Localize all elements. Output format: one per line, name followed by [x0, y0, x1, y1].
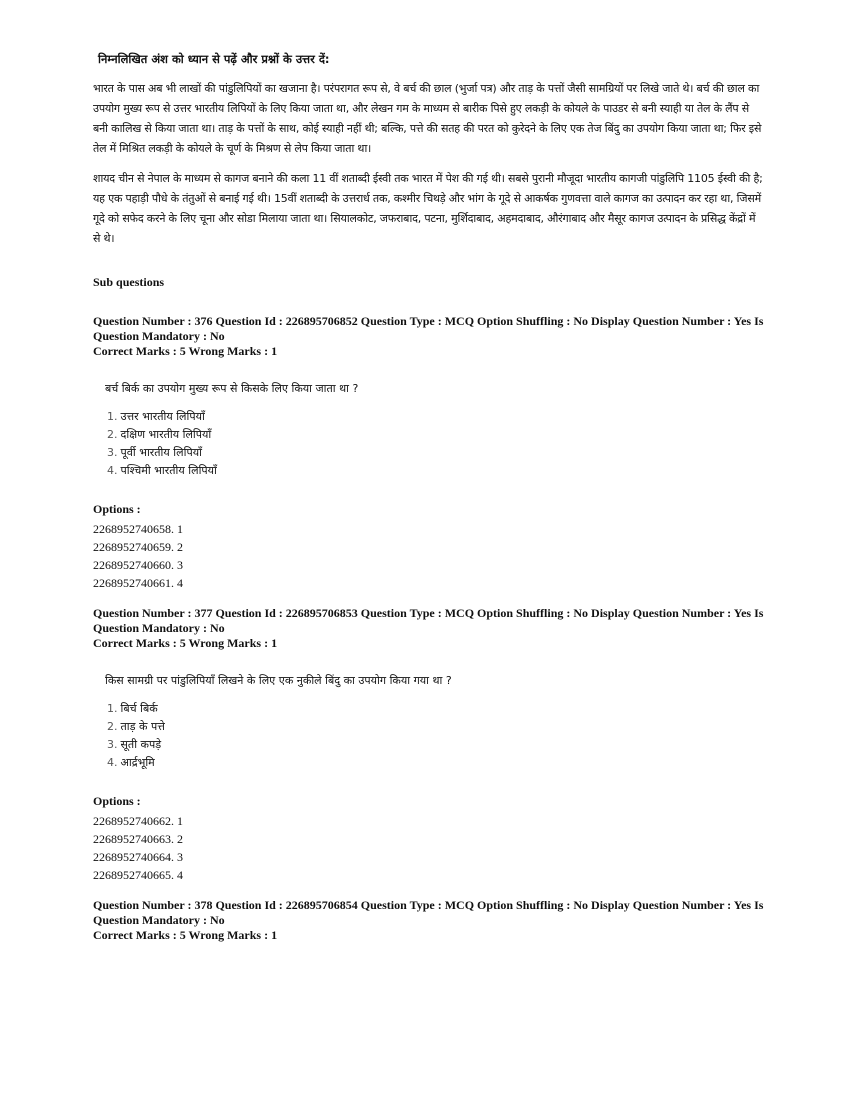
question-block: [93, 898, 765, 943]
answer-choices: [93, 408, 765, 480]
question-meta: Question Mandatory : No: [93, 329, 225, 343]
answer-choice: 4. आर्द्रभूमि: [107, 756, 155, 769]
passage-heading: निम्नलिखित अंश को ध्यान से पढ़ें और प्रश्नों के उत्तर दें:: [98, 52, 330, 66]
option-id: 2268952740665. 4: [93, 868, 183, 882]
answer-choice: 4. पश्चिमी भारतीय लिपियाँ: [107, 464, 217, 477]
options-list: [93, 520, 765, 592]
question-block: [93, 606, 765, 884]
options-label: Options :: [93, 502, 141, 516]
answer-choice: 3. सूती कपड़े: [107, 738, 162, 751]
question-marks: Correct Marks : 5 Wrong Marks : 1: [93, 928, 278, 942]
answer-choice: 1. बिर्च बिर्क: [107, 702, 158, 715]
option-id: 2268952740663. 2: [93, 832, 183, 846]
question-meta: Question Number : 378 Question Id : 226895706854 Question Type : MCQ Option Shuffling : No Display Question Number : Yes Is: [93, 898, 764, 912]
question-marks: Correct Marks : 5 Wrong Marks : 1: [93, 636, 278, 650]
option-id: 2268952740664. 3: [93, 850, 183, 864]
option-id: 2268952740661. 4: [93, 576, 183, 590]
option-id: 2268952740660. 3: [93, 558, 183, 572]
question-meta: Question Mandatory : No: [93, 913, 225, 927]
document-page: [93, 52, 765, 943]
answer-choice: 2. दक्षिण भारतीय लिपियाँ: [107, 428, 212, 441]
question-meta: Question Number : 376 Question Id : 226895706852 Question Type : MCQ Option Shuffling : No Display Question Number : Yes Is: [93, 314, 764, 328]
passage-paragraph: भारत के पास अब भी लाखों की पांडुलिपियों का खजाना है। परंपरागत रूप से, वे बर्च की छाल (भुर्जा पत्र) और ताड़ के पत्तों जैसी सामग्रियों पर लिखे जाते थे। बर्च की छाल का उपयोग मुख्य रूप से उत्तर भारतीय लिपियों के लिए किया जाता था, और लेखन गम के माध्यम से बारीक पिसे हुए लकड़ी के कोयले के पाउडर से बनी स्याही या तेल के लैंप से बनी कालिख से किया जाता था। ताड़ के पत्तों के साथ, कोई स्याही नहीं थी; बल्कि, पत्ते की सतह की परत को कुरेदने के लिए एक तेज बिंदु का उपयोग किया जाता था; फिर इसे तेल में मिश्रित लकड़ी के कोयले के चूर्ण के मिश्रण से लेप किया जाता था।: [93, 82, 762, 155]
question-block: [93, 314, 765, 592]
question-marks: Correct Marks : 5 Wrong Marks : 1: [93, 344, 278, 358]
option-id: 2268952740662. 1: [93, 814, 183, 828]
answer-choice: 1. उत्तर भारतीय लिपियाँ: [107, 410, 205, 423]
options-list: [93, 812, 765, 884]
option-id: 2268952740658. 1: [93, 522, 183, 536]
options-label: Options :: [93, 794, 141, 808]
answer-choice: 3. पूर्वी भारतीय लिपियाँ: [107, 446, 202, 459]
answer-choices: [93, 700, 765, 772]
answer-choice: 2. ताड़ के पत्ते: [107, 720, 165, 733]
question-meta: Question Mandatory : No: [93, 621, 225, 635]
question-meta: Question Number : 377 Question Id : 226895706853 Question Type : MCQ Option Shuffling : No Display Question Number : Yes Is: [93, 606, 764, 620]
option-id: 2268952740659. 2: [93, 540, 183, 554]
question-text: बर्च बिर्क का उपयोग मुख्य रूप से किसके लिए किया जाता था ?: [105, 382, 359, 395]
sub-questions-label: Sub questions: [93, 275, 165, 289]
question-text: किस सामग्री पर पांडुलिपियाँ लिखने के लिए एक नुकीले बिंदु का उपयोग किया गया था ?: [105, 674, 452, 687]
passage-paragraph: शायद चीन से नेपाल के माध्यम से कागज बनाने की कला 11 वीं शताब्दी ईस्वी तक भारत में पेश की गई थी। सबसे पुरानी मौजूदा भारतीय कागजी पांडुलिपि 1105 ईस्वी की है; यह एक पहाड़ी पौधे के तंतुओं से बनाई गई थी। 15वीं शताब्दी के उत्तरार्ध तक, कश्मीर चिथड़े और भांग के गूदे से आकर्षक गुणवत्ता वाले कागज का उत्पादन कर रहा था, जिसमें गूदे को सफेद करने के लिए चूना और सोडा मिलाया जाता था। सियालकोट, जफराबाद, पटना, मुर्शिदाबाद, अहमदाबाद, औरंगाबाद और मैसूर कागज उत्पादन के प्रसिद्ध केंद्रों में से थे।: [93, 172, 763, 245]
